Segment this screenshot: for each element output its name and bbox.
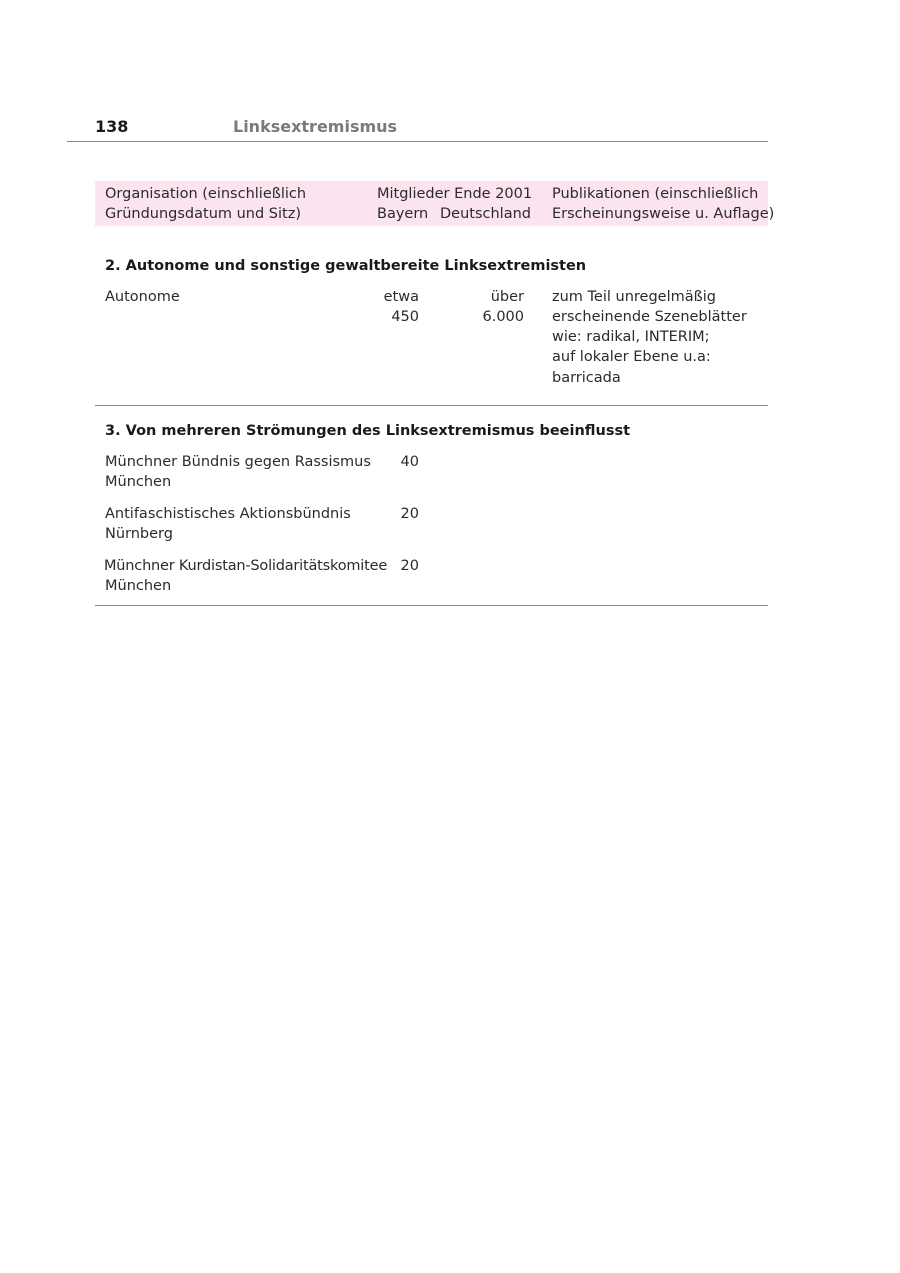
section2-heading: 2. Autonome und sonstige gewaltbereite Linksextremisten <box>105 258 587 274</box>
header-members-line1: Mitglieder Ende 2001 <box>377 186 533 202</box>
row-bayern-prefix: etwa <box>383 289 419 305</box>
row-org-line2: München <box>105 474 172 490</box>
row-pub-line: barricada <box>552 370 621 386</box>
section3-heading: 3. Von mehreren Strömungen des Linksextremismus beeinflusst <box>105 423 631 439</box>
row-pub-line: erscheinende Szeneblätter <box>552 309 747 325</box>
running-title: Linksextremismus <box>233 117 398 136</box>
header-rule <box>67 141 768 142</box>
row-de-prefix: über <box>490 289 524 305</box>
header-pub-line1: Publikationen (einschließlich <box>552 186 759 202</box>
row-pub-line: wie: radikal, INTERIM; <box>552 329 710 345</box>
row-de-count: 6.000 <box>482 309 524 325</box>
header-org-line2: Gründungsdatum und Sitz) <box>105 206 301 222</box>
row-org: Autonome <box>105 289 180 305</box>
row-org-line1: Antifaschistisches Aktionsbündnis <box>105 506 351 522</box>
header-members-bayern: Bayern <box>377 206 429 222</box>
row-bayern-count: 20 <box>400 506 419 522</box>
row-bayern-count: 450 <box>391 309 419 325</box>
row-org-line1: Münchner Kurdistan-Solidaritätskomitee <box>104 558 388 574</box>
row-pub-line: zum Teil unregelmäßig <box>552 289 716 305</box>
row-org-line2: Nürnberg <box>105 526 173 542</box>
table-bottom-rule <box>95 605 768 606</box>
row-bayern-count: 20 <box>400 558 419 574</box>
page-number: 138 <box>95 117 129 136</box>
row-bayern-count: 40 <box>400 454 419 470</box>
header-org-line1: Organisation (einschließlich <box>105 186 307 202</box>
header-pub-line2: Erscheinungsweise u. Auflage) <box>552 206 775 222</box>
header-members-deutschland: Deutschland <box>440 206 531 222</box>
row-org-line1: Münchner Bündnis gegen Rassismus <box>105 454 371 470</box>
section-divider <box>95 405 768 406</box>
row-pub-line: auf lokaler Ebene u.a: <box>552 349 711 365</box>
row-org-line2: München <box>105 578 172 594</box>
